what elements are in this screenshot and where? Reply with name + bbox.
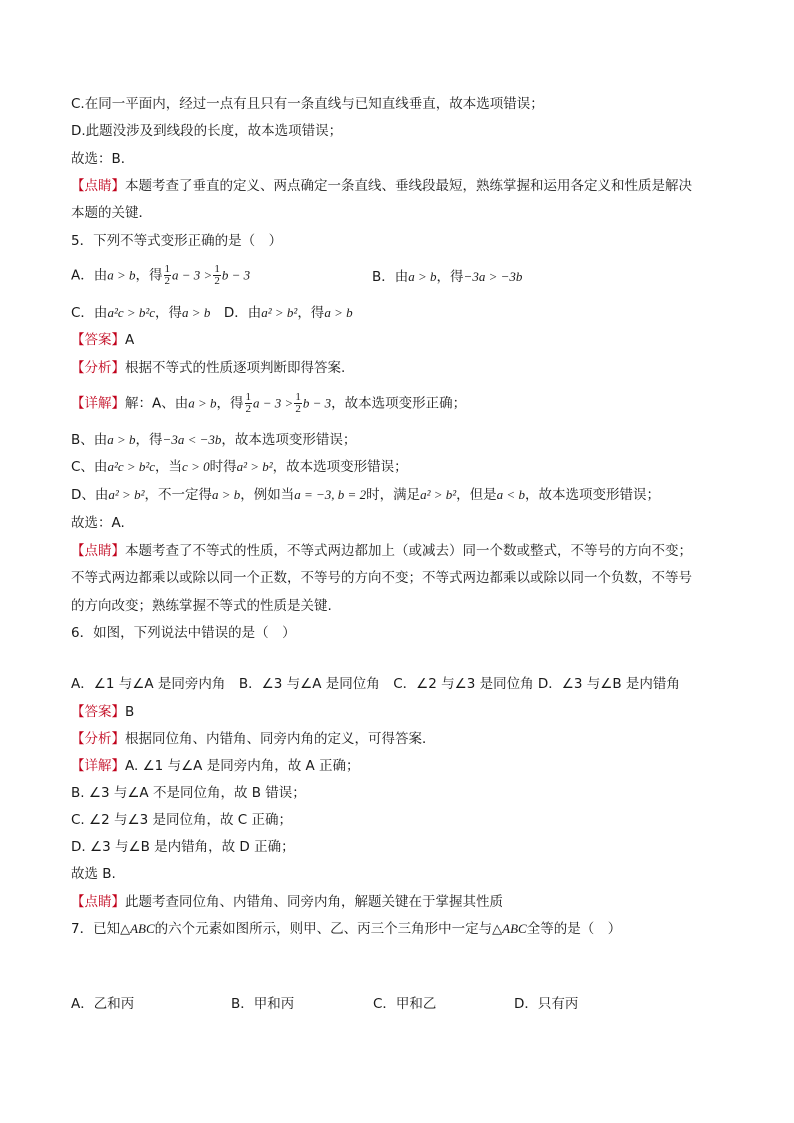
q6-choice: 故选 B. — [71, 866, 116, 882]
analysis-tag: 【分析】 — [71, 731, 125, 747]
prev-comment-line2: 本题的关键． — [71, 205, 152, 221]
fraction-den: 2 — [164, 275, 171, 287]
q6-detail-b: B. ∠3 与∠A 不是同位角，故 B 错误； — [71, 785, 306, 801]
label: ，得 — [135, 267, 163, 284]
q7-stem — [71, 920, 621, 938]
label: ，但是 — [456, 487, 497, 503]
label: ，得 — [135, 432, 163, 448]
math: a = −3, b = 2 — [294, 487, 367, 502]
comment-tag: 【点睛】 — [71, 894, 125, 910]
answer-value: B — [125, 704, 135, 720]
math: a > b — [211, 487, 241, 502]
label: 的六个元素如图所示，则甲、乙、丙三个三角形中一定与 — [154, 921, 493, 937]
label: ，不一定得 — [144, 487, 212, 503]
q6-answer — [71, 703, 134, 721]
label: ，得 — [436, 269, 464, 285]
prev-option-c-explanation: C.在同一平面内，经过一点有且只有一条直线与已知直线垂直，故本选项错误； — [71, 96, 544, 112]
detail-text: A. ∠1 与∠A 是同旁内角，故 A 正确； — [125, 758, 360, 774]
math: a²c > b²c — [107, 459, 156, 474]
comment-text: 本题考查了不等式的性质，不等式两边都加上（或减去）同一个数或整式，不等号的方向不变； — [125, 543, 692, 559]
q6-comment — [71, 893, 503, 911]
label: 时，满足 — [366, 487, 421, 503]
math: c > 0 — [182, 459, 210, 474]
q5-answer — [71, 331, 134, 349]
fraction — [294, 392, 302, 415]
q5-comment-line2: 不等式两边都乘以或除以同一个正数，不等号的方向不变；不等式两边都乘以或除以同一个负数，不等号 — [71, 570, 692, 586]
q7-option-b: B．甲和丙 — [231, 996, 295, 1012]
q6-analysis — [71, 730, 436, 748]
q5-detail-b — [71, 431, 356, 449]
math: −3a > −3b — [463, 269, 523, 284]
detail-tag: 【详解】 — [71, 758, 125, 774]
math: △ABC — [492, 921, 527, 936]
label: B．由 — [372, 269, 409, 285]
label: 7．已知 — [71, 921, 121, 937]
label: ，得 — [216, 395, 244, 412]
label: ，故本选项变形正确； — [331, 395, 467, 412]
label: ，当 — [155, 459, 183, 475]
label: 时得 — [209, 459, 237, 475]
q6-detail-c: C. ∠2 与∠3 是同位角，故 C 正确； — [71, 812, 292, 828]
prev-choice: 故选：B． — [71, 151, 135, 167]
math: a > b — [188, 395, 217, 411]
q7-option-a: A．乙和丙 — [71, 996, 135, 1012]
q5-choice: 故选：A. — [71, 515, 125, 531]
math: a > b — [107, 267, 136, 283]
q5-option-b — [372, 268, 522, 286]
math: a > b — [324, 305, 353, 320]
math: a² > b² — [108, 487, 145, 502]
analysis-text: 根据不等式的性质逐项判断即得答案. — [125, 360, 346, 376]
fraction — [213, 264, 221, 287]
q5-comment — [71, 542, 692, 560]
q5-detail-d — [71, 486, 660, 504]
q5-option-a — [71, 264, 250, 287]
analysis-tag: 【分析】 — [71, 360, 125, 376]
label: ，故本选项变形错误； — [221, 432, 357, 448]
math: a < b — [496, 487, 525, 502]
fraction — [245, 392, 253, 415]
q6-stem: 6．如图，下列说法中错误的是（ ） — [71, 625, 296, 641]
answer-tag: 【答案】 — [71, 704, 125, 720]
analysis-text: 根据同位角、内错角、同旁内角的定义，可得答案． — [125, 731, 436, 747]
math: a − 3 > — [253, 395, 294, 411]
label: B、由 — [71, 432, 108, 448]
fraction — [164, 264, 172, 287]
answer-value: A — [125, 332, 135, 348]
fraction-den: 2 — [214, 275, 220, 287]
label: A．由 — [71, 267, 108, 284]
comment-text: 此题考查同位角、内错角、同旁内角，解题关键在于掌握其性质 — [125, 894, 503, 910]
label: D．由 — [223, 305, 262, 321]
label: 解：A、由 — [125, 395, 189, 412]
prev-option-d-explanation: D.此题没涉及到线段的长度，故本选项错误； — [71, 123, 343, 139]
q7-option-c: C．甲和乙 — [373, 996, 437, 1012]
label: ，故本选项变形错误； — [524, 487, 660, 503]
fraction-num: 1 — [214, 263, 220, 275]
fraction-den: 2 — [245, 403, 252, 415]
label: ，例如当 — [240, 487, 295, 503]
q6-detail-d: D. ∠3 与∠B 是内错角，故 D 正确； — [71, 839, 295, 855]
q7-option-d: D．只有丙 — [514, 996, 579, 1012]
q6-detail-a — [71, 757, 360, 775]
math: a > b — [182, 305, 211, 320]
label: ，得 — [155, 305, 183, 321]
comment-tag: 【点睛】 — [71, 543, 125, 559]
label: ，得 — [297, 305, 325, 321]
math: a − 3 > — [172, 267, 213, 283]
q5-comment-line3: 的方向改变；熟练掌握不等式的性质是关键. — [71, 598, 332, 614]
fraction-num: 1 — [245, 391, 252, 403]
q5-analysis — [71, 359, 345, 377]
q5-stem: 5．下列不等式变形正确的是（ ） — [71, 233, 283, 249]
math: a > b — [408, 269, 437, 284]
fraction-den: 2 — [295, 403, 301, 415]
fraction-num: 1 — [295, 391, 301, 403]
math: a²c > b²c — [107, 305, 156, 320]
math: △ABC — [120, 921, 155, 936]
q5-option-c-d — [71, 304, 353, 322]
q5-detail-c — [71, 458, 408, 476]
detail-tag: 【详解】 — [71, 395, 125, 412]
label: D、由 — [71, 487, 109, 503]
q6-options: A．∠1 与∠A 是同旁内角 B．∠3 与∠A 是同位角 C．∠2 与∠3 是同位角 D．∠3 与∠B 是内错角 — [71, 676, 680, 692]
math: −3a < −3b — [162, 432, 222, 447]
math: a² > b² — [420, 487, 457, 502]
math: a > b — [107, 432, 136, 447]
label: 全等的是（ ） — [526, 921, 622, 937]
math: a² > b² — [261, 305, 298, 320]
label: C、由 — [71, 459, 108, 475]
label: C．由 — [71, 305, 108, 321]
math: b − 3 — [302, 395, 332, 411]
q5-detail-a — [71, 392, 466, 415]
label: ，故本选项变形错误； — [272, 459, 408, 475]
math: a² > b² — [236, 459, 273, 474]
comment-text: 本题考查了垂直的定义、两点确定一条直线、垂线段最短，熟练掌握和运用各定义和性质是解决 — [125, 178, 692, 194]
math: b − 3 — [221, 267, 251, 283]
answer-tag: 【答案】 — [71, 332, 125, 348]
comment-tag: 【点睛】 — [71, 178, 125, 194]
fraction-num: 1 — [164, 263, 171, 275]
prev-comment — [71, 177, 692, 195]
